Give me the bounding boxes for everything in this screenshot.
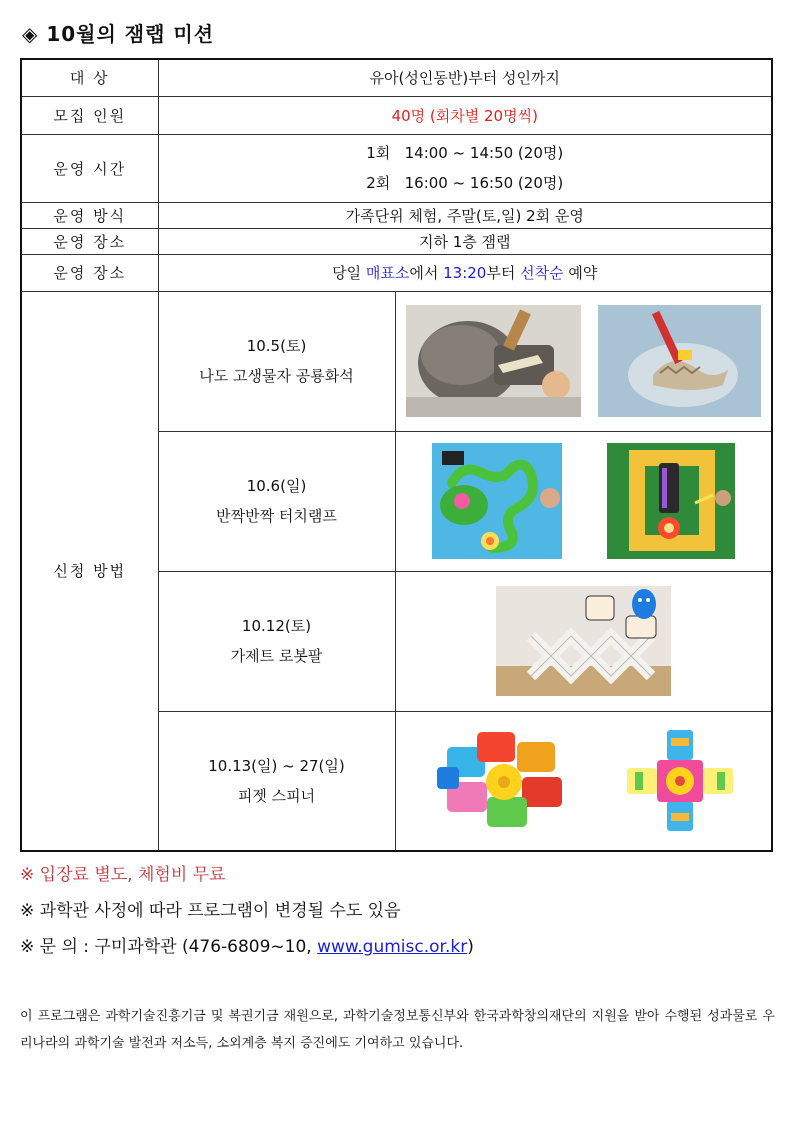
recruit-value: 40명 (회차별 20명씩) [158, 96, 772, 134]
contact-note [20, 934, 474, 970]
program-1-name: 나도 고생물자 공룡화석 [199, 367, 354, 385]
reserve-label: 운영 장소 [21, 254, 158, 291]
dino-fossil-photo [598, 305, 761, 417]
reserve-time: 13:20 [443, 264, 487, 282]
program-info-table [20, 58, 773, 852]
row-method [21, 202, 772, 228]
program-4-date: 10.13(일) ~ 27(일) [208, 756, 345, 775]
website-link[interactable]: www.gumisc.or.kr [317, 937, 468, 957]
session-2: 2회 16:00 ~ 16:50 (20명) [366, 174, 564, 192]
notes-section [20, 862, 474, 970]
program-1-date: 10.5(토) [246, 337, 307, 355]
method-label: 운영 방식 [21, 202, 158, 228]
reserve-value [158, 254, 772, 291]
program-2-date: 10.6(일) [246, 477, 307, 495]
program-1-photos [395, 291, 772, 431]
contact-prefix: ※ 문 의 : 구미과학관 (476-6809~10, [20, 937, 318, 957]
reserve-text-2: 에서 [409, 264, 444, 282]
program-3-name: 가제트 로봇팔 [230, 647, 323, 665]
clay-lamp-photo [432, 443, 562, 559]
place-label: 운영 장소 [21, 228, 158, 254]
program-2-name: 반짝반짝 터치램프 [216, 507, 337, 525]
program-2-photos [395, 431, 772, 571]
fossil-dig-photo [406, 305, 581, 417]
funding-footer: 이 프로그램은 과학기술진흥기금 및 복권기금 재원으로, 과학기술정보통신부와 한국과학창의재단의 지원을 받아 수행된 성과물로 우리나라의 과학기술 발전과 저소득, 소외계층 복지 증진에도 기여하고 있습니다. [20, 1009, 775, 1051]
row-time [21, 134, 772, 202]
time-value [158, 134, 772, 202]
target-value: 유아(성인동반)부터 성인까지 [158, 59, 772, 96]
ticket-office: 매표소 [365, 264, 410, 282]
touch-lamp-photo [607, 443, 735, 559]
reserve-text-1: 당일 [332, 264, 366, 282]
fee-note: ※ 입장료 별도, 체험비 무료 [20, 865, 226, 885]
time-label: 운영 시간 [21, 134, 158, 202]
row-reserve [21, 254, 772, 291]
program-4-photos [395, 711, 772, 851]
row-target [21, 59, 772, 96]
program-3 [158, 571, 395, 711]
reserve-text-3: 부터 [486, 264, 521, 282]
first-come: 선착순 [520, 264, 564, 282]
fidget-spinner-photo-2 [625, 728, 735, 833]
recruit-label: 모집 인원 [21, 96, 158, 134]
program-1 [158, 291, 395, 431]
page-title: ◈ 10월의 잼랩 미션 [22, 22, 215, 46]
row-place [21, 228, 772, 254]
program-4 [158, 711, 395, 851]
row-recruit [21, 96, 772, 134]
program-2 [158, 431, 395, 571]
row-program-1 [21, 291, 772, 431]
program-4-name: 피젯 스피너 [237, 786, 316, 805]
reserve-text-4: 예약 [563, 264, 598, 282]
fidget-spinner-photo-1 [432, 722, 580, 840]
robot-arm-photo [496, 586, 671, 696]
target-label: 대 상 [21, 59, 158, 96]
contact-suffix: ) [467, 937, 474, 957]
session-1: 1회 14:00 ~ 14:50 (20명) [366, 144, 564, 162]
program-3-photos [395, 571, 772, 711]
apply-label: 신청 방법 [21, 291, 158, 851]
method-value: 가족단위 체험, 주말(토,일) 2회 운영 [158, 202, 772, 228]
place-value: 지하 1층 잼랩 [158, 228, 772, 254]
program-3-date: 10.12(토) [241, 617, 312, 635]
change-note: ※ 과학관 사정에 따라 프로그램이 변경될 수도 있음 [20, 901, 401, 921]
